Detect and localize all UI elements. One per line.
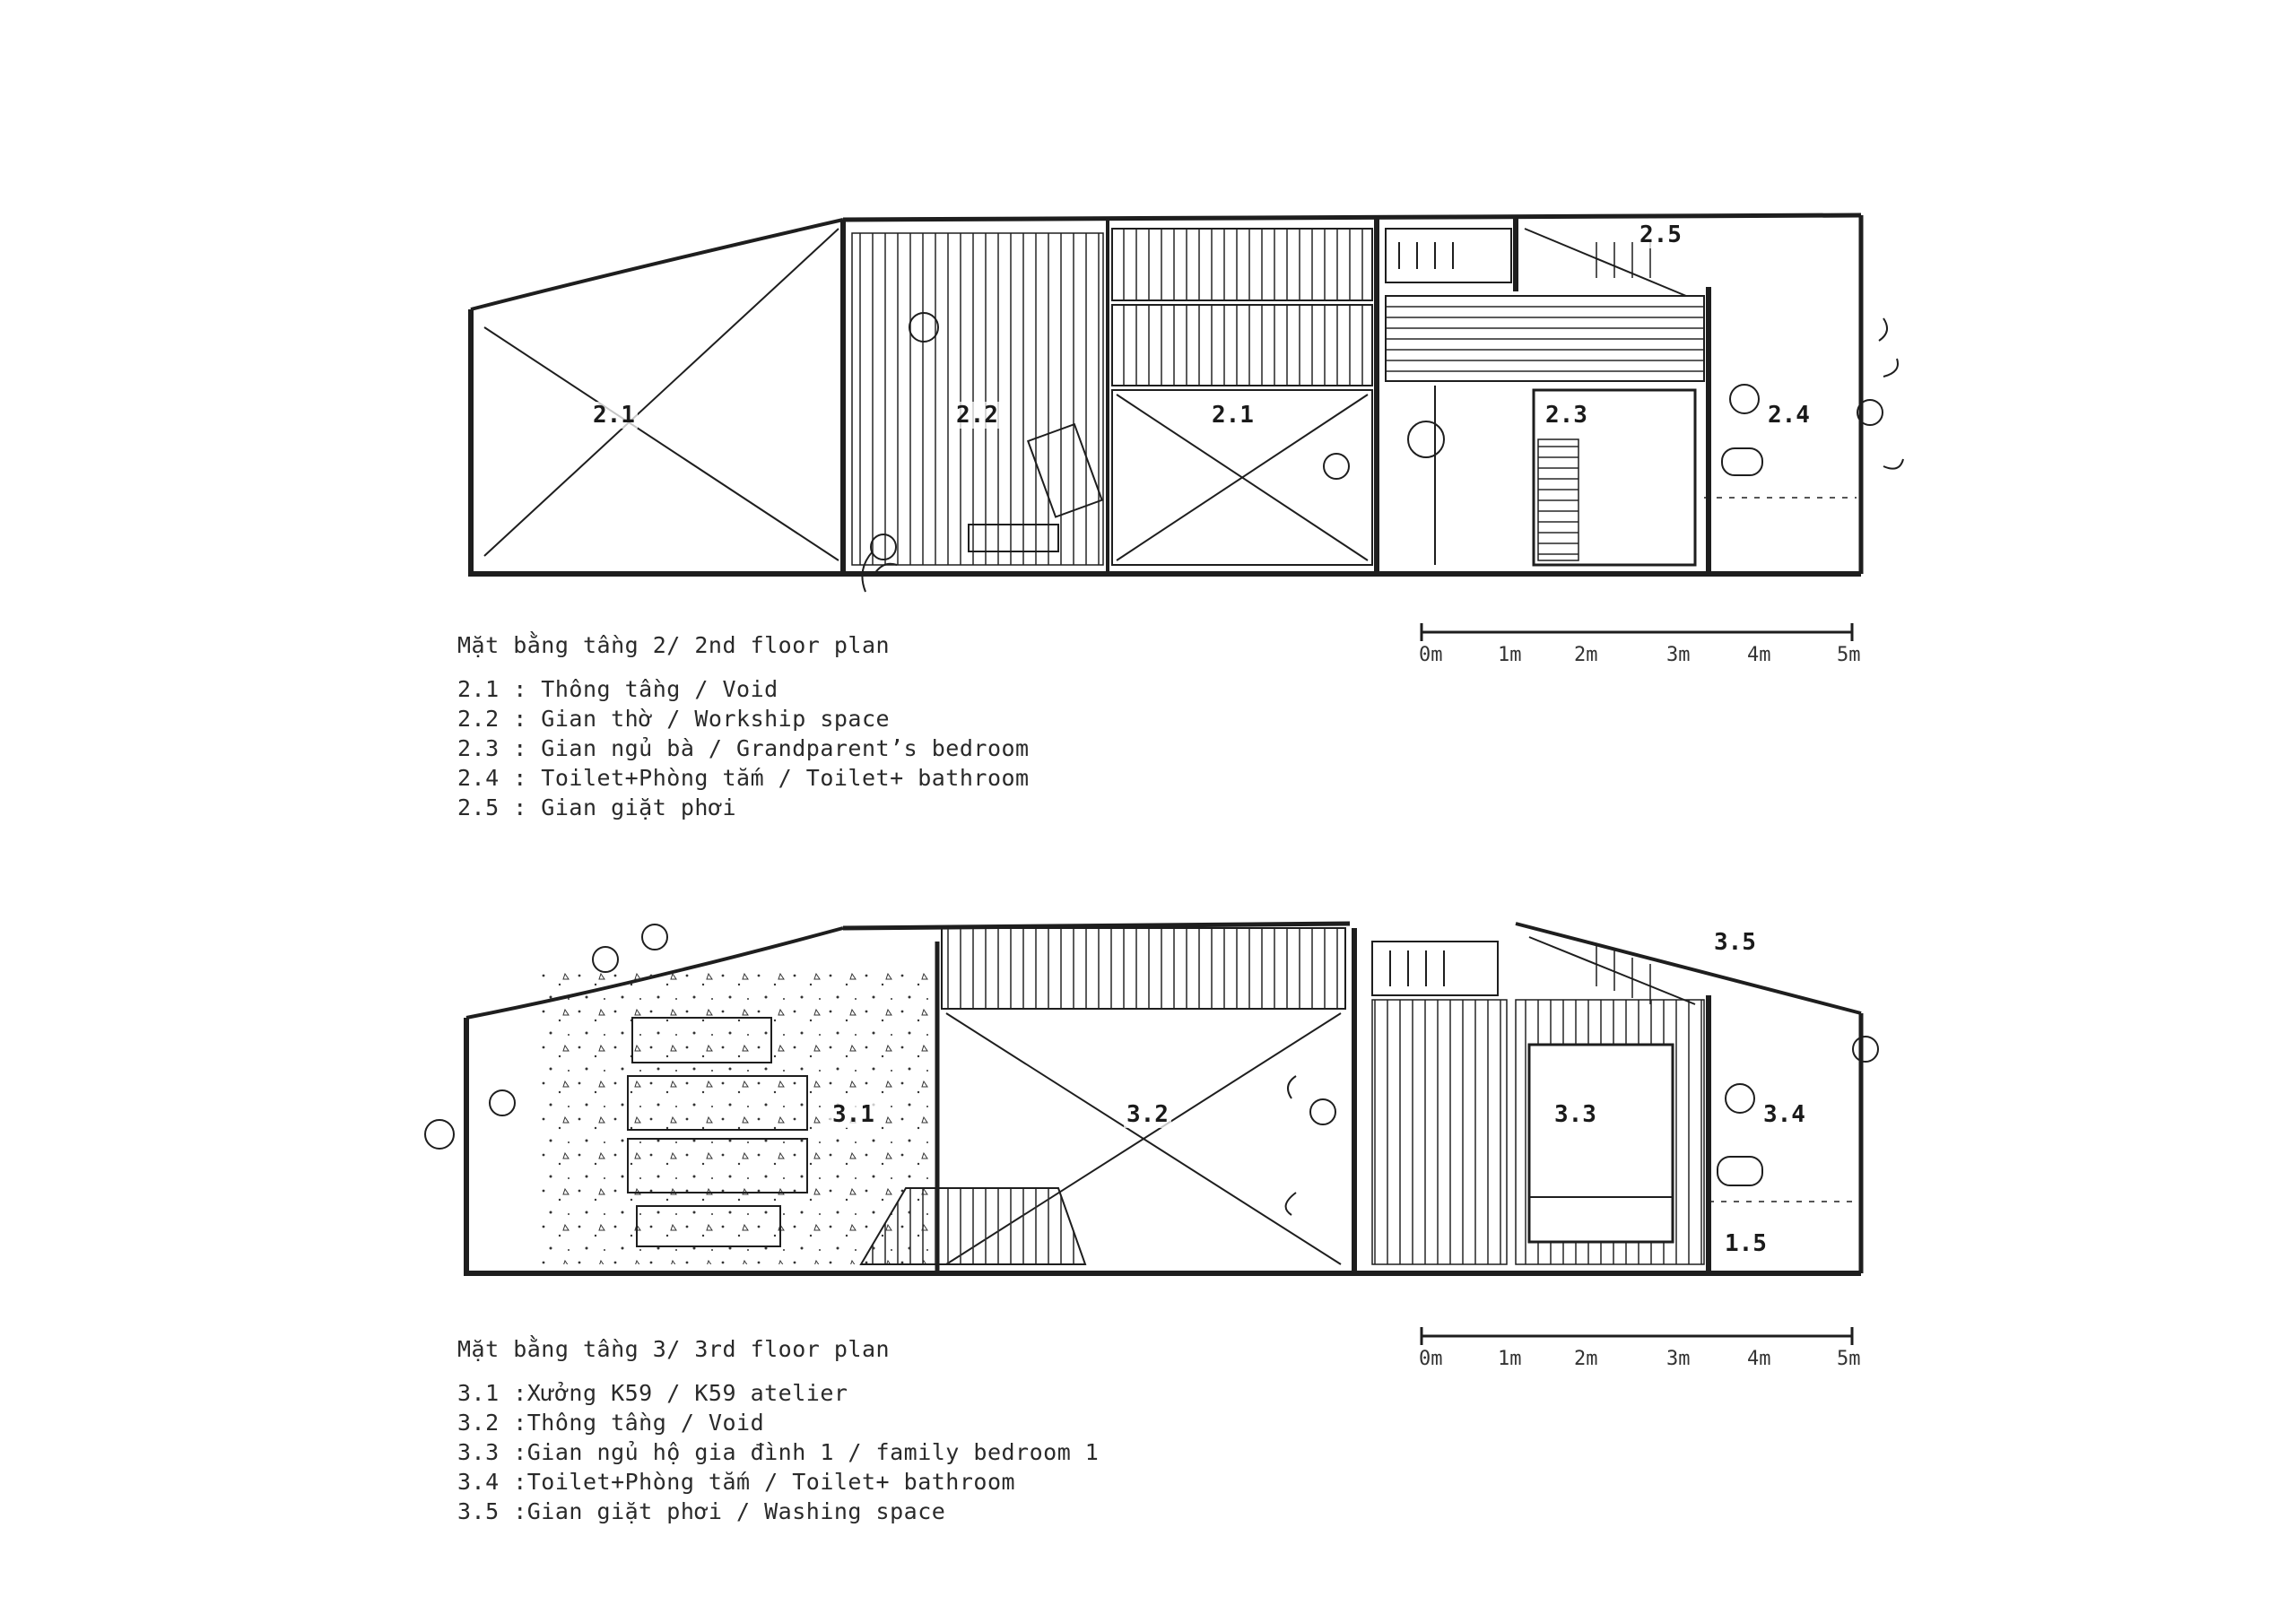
legend-3rd-floor bbox=[457, 1378, 1099, 1526]
legend-item: 2.3 : Gian ngủ bà / Grandparent’s bedroom bbox=[457, 735, 1030, 761]
room-label-2-2: 2.2 bbox=[953, 402, 1001, 429]
scale-label: 0m bbox=[1419, 1348, 1443, 1370]
scale-label: 5m bbox=[1837, 1348, 1861, 1370]
plan-title-3rd-floor: Mặt bằng tầng 3/ 3rd floor plan bbox=[457, 1336, 891, 1362]
scale-bar-2nd bbox=[1422, 623, 1852, 641]
room-label-3-5: 3.5 bbox=[1711, 929, 1759, 956]
scale-label: 0m bbox=[1419, 644, 1443, 666]
room-label-3-2: 3.2 bbox=[1124, 1101, 1171, 1128]
legend-item: 3.3 :Gian ngủ hộ gia đình 1 / family bedroom 1 bbox=[457, 1439, 1100, 1465]
legend-item: 3.2 :Thông tầng / Void bbox=[457, 1410, 765, 1436]
scale-label: 3m bbox=[1666, 1348, 1691, 1370]
room-label-3-1: 3.1 bbox=[830, 1101, 877, 1128]
legend-item: 2.5 : Gian giặt phơi bbox=[457, 794, 737, 820]
scale-label: 2m bbox=[1574, 644, 1598, 666]
second-floor-plan bbox=[471, 215, 1903, 592]
legend-item: 3.1 :Xưởng K59 / K59 atelier bbox=[457, 1380, 848, 1406]
third-floor-plan bbox=[425, 924, 1878, 1273]
scale-label: 5m bbox=[1837, 644, 1861, 666]
plan-title-2nd-floor: Mặt bằng tầng 2/ 2nd floor plan bbox=[457, 632, 891, 658]
legend-item: 2.2 : Gian thờ / Workship space bbox=[457, 706, 891, 732]
room-label-2-5: 2.5 bbox=[1637, 221, 1684, 248]
room-label-2-4: 2.4 bbox=[1765, 402, 1813, 429]
room-label-3-3: 3.3 bbox=[1552, 1101, 1599, 1128]
legend-item: 3.4 :Toilet+Phòng tắm / Toilet+ bathroom bbox=[457, 1469, 1016, 1495]
room-label-2-1-right: 2.1 bbox=[1209, 402, 1257, 429]
room-label-2-1-left: 2.1 bbox=[590, 402, 638, 429]
scale-label: 3m bbox=[1666, 644, 1691, 666]
legend-item: 3.5 :Gian giặt phơi / Washing space bbox=[457, 1498, 946, 1524]
room-label-3-4: 3.4 bbox=[1761, 1101, 1808, 1128]
scale-label: 4m bbox=[1747, 644, 1771, 666]
scale-bar-3rd bbox=[1422, 1327, 1852, 1345]
scale-label: 1m bbox=[1498, 1348, 1522, 1370]
legend-item: 2.4 : Toilet+Phòng tắm / Toilet+ bathroom bbox=[457, 765, 1030, 791]
scale-label: 2m bbox=[1574, 1348, 1598, 1370]
scale-label: 4m bbox=[1747, 1348, 1771, 1370]
scale-label: 1m bbox=[1498, 644, 1522, 666]
legend-item: 2.1 : Thông tầng / Void bbox=[457, 676, 778, 702]
legend-2nd-floor bbox=[457, 674, 1030, 822]
room-label-1-5: 1.5 bbox=[1722, 1230, 1770, 1257]
room-label-2-3: 2.3 bbox=[1543, 402, 1590, 429]
